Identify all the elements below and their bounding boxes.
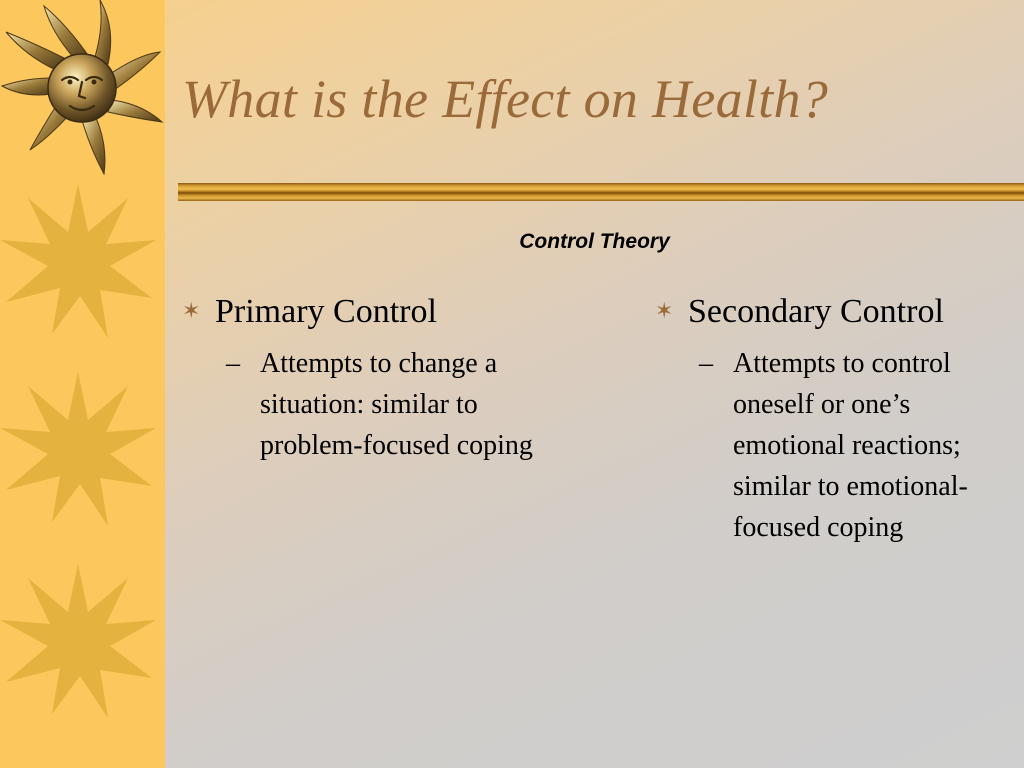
sun-icon xyxy=(0,560,165,725)
sidebar-strip xyxy=(0,0,165,768)
star-bullet-icon: ✶ xyxy=(182,298,201,323)
bullet-heading: Secondary Control xyxy=(688,293,944,330)
sub-bullet-text: Attempts to control oneself or one’s emotional reactions; similar to emotional-focused coping xyxy=(733,347,968,543)
sub-bullet-text: Attempts to change a situation: similar to problem-focused coping xyxy=(260,347,533,461)
sun-face-icon xyxy=(0,0,165,175)
sub-bullet xyxy=(699,343,1024,548)
dash-marker: – xyxy=(699,347,713,379)
left-column xyxy=(182,292,622,466)
star-bullet-icon: ✶ xyxy=(655,298,674,323)
sun-icon xyxy=(0,180,165,340)
title-divider xyxy=(178,183,1024,201)
bullet-heading: Primary Control xyxy=(215,293,437,330)
dash-marker: – xyxy=(226,347,240,379)
bullet-secondary-control xyxy=(655,292,1024,333)
slide-subtitle: Control Theory xyxy=(519,230,670,253)
sub-bullet xyxy=(226,343,622,466)
right-column xyxy=(655,292,1024,548)
slide-title: What is the Effect on Health? xyxy=(182,69,829,129)
sun-icon xyxy=(0,368,165,533)
bullet-primary-control xyxy=(182,292,622,333)
